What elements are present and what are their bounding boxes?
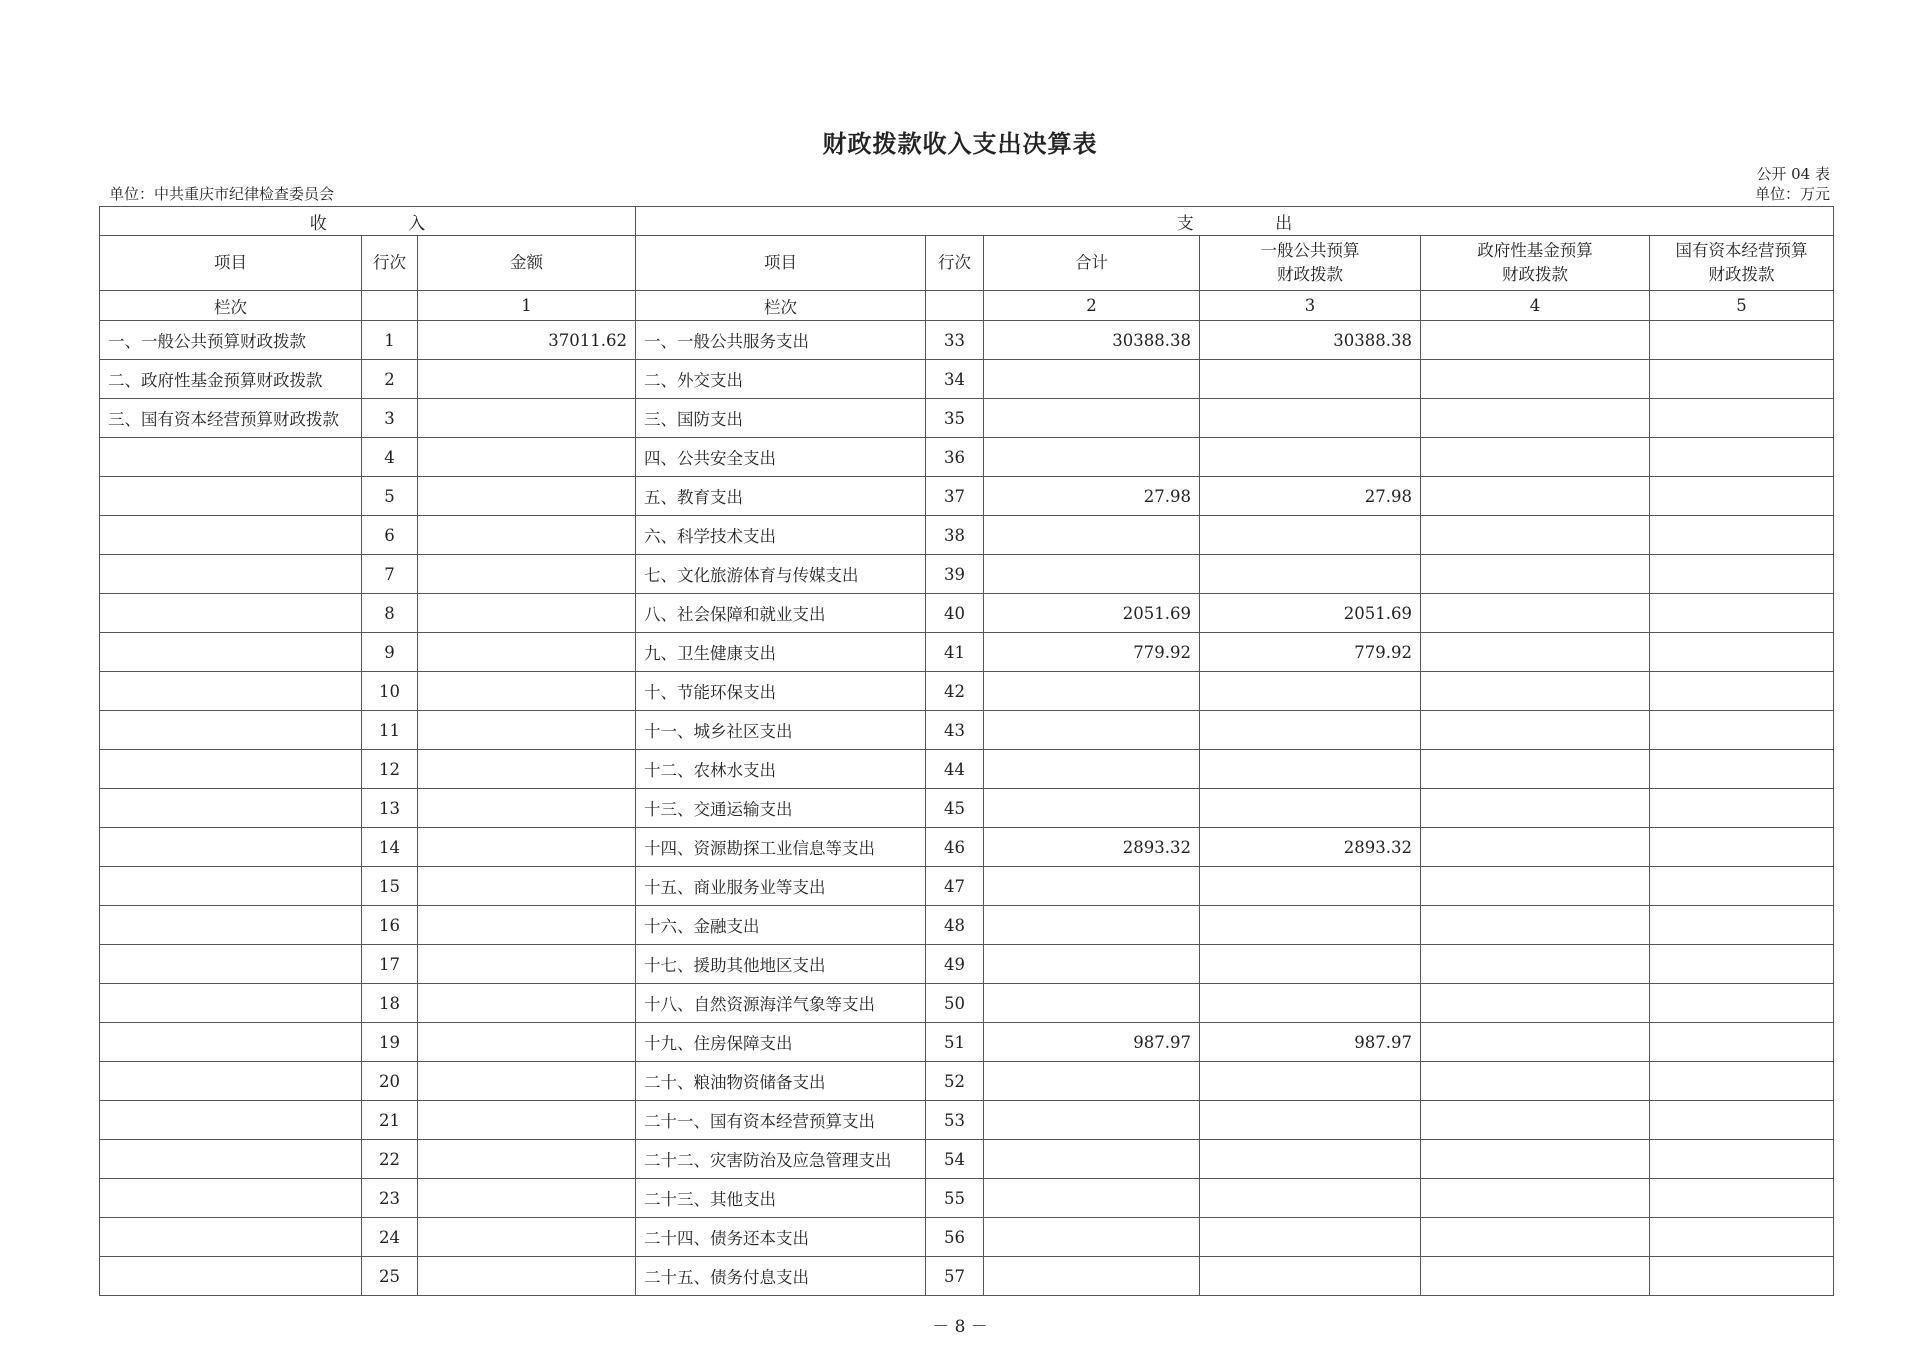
income-amount-cell [418,945,636,984]
expense-line-no-cell: 38 [926,516,984,555]
expense-item-cell: 三、国防支出 [636,399,926,438]
table-row [100,1062,1834,1101]
total-cell [984,555,1200,594]
capital-budget-cell [1650,1062,1834,1101]
general-budget-cell [1200,555,1421,594]
income-line-no-cell: 7 [362,555,418,594]
table-body [100,321,1834,1296]
capital-budget-cell [1650,477,1834,516]
expense-line-no-cell: 49 [926,945,984,984]
general-budget-cell [1200,516,1421,555]
expense-line-no-cell: 42 [926,672,984,711]
general-budget-cell [1200,789,1421,828]
expense-item-cell: 十三、交通运输支出 [636,789,926,828]
col-number-5: 5 [1650,291,1834,321]
income-section-header: 收 入 [100,207,636,236]
income-amount-cell [418,1257,636,1296]
col-label-income: 栏次 [100,291,362,321]
income-amount-cell [418,867,636,906]
expense-item-cell: 四、公共安全支出 [636,438,926,477]
table-row [100,1218,1834,1257]
table-row [100,321,1834,360]
table-row [100,1101,1834,1140]
total-cell: 2051.69 [984,594,1200,633]
capital-budget-cell [1650,399,1834,438]
expense-item-cell: 十五、商业服务业等支出 [636,867,926,906]
total-cell [984,906,1200,945]
total-cell [984,672,1200,711]
col-header-general-budget: 一般公共预算 财政拨款 [1200,236,1421,291]
table-row [100,594,1834,633]
capital-budget-cell [1650,1218,1834,1257]
income-amount-cell [418,1179,636,1218]
expense-item-cell: 十、节能环保支出 [636,672,926,711]
table-row [100,360,1834,399]
fund-budget-cell [1421,516,1650,555]
income-amount-cell [418,360,636,399]
income-amount-cell [418,438,636,477]
income-line-no-cell: 1 [362,321,418,360]
col-header-fund-budget: 政府性基金预算 财政拨款 [1421,236,1650,291]
expense-item-cell: 十八、自然资源海洋气象等支出 [636,984,926,1023]
budget-table [99,206,1834,1296]
capital-budget-cell [1650,360,1834,399]
income-line-no-cell: 13 [362,789,418,828]
income-amount-cell [418,1062,636,1101]
general-budget-cell: 987.97 [1200,1023,1421,1062]
expense-item-cell: 二、外交支出 [636,360,926,399]
income-line-no-cell: 12 [362,750,418,789]
table-row [100,750,1834,789]
fund-budget-cell [1421,633,1650,672]
income-item-cell [100,555,362,594]
total-cell [984,360,1200,399]
col-header-total: 合计 [984,236,1200,291]
fund-budget-cell [1421,399,1650,438]
income-amount-cell [418,984,636,1023]
fund-budget-cell [1421,1140,1650,1179]
table-row [100,516,1834,555]
income-line-no-cell: 14 [362,828,418,867]
col-number-blank [362,291,418,321]
total-cell [984,867,1200,906]
income-item-cell [100,828,362,867]
income-amount-cell: 37011.62 [418,321,636,360]
total-cell [984,516,1200,555]
general-budget-cell [1200,360,1421,399]
income-item-cell [100,984,362,1023]
general-budget-cell [1200,399,1421,438]
fund-budget-cell [1421,1257,1650,1296]
income-amount-cell [418,672,636,711]
expense-section-header: 支 出 [636,207,1834,236]
fund-budget-cell [1421,945,1650,984]
general-budget-cell [1200,906,1421,945]
income-item-cell [100,945,362,984]
col-header-expense-line-no: 行次 [926,236,984,291]
currency-unit: 单位：万元 [1754,185,1830,203]
fund-budget-cell [1421,1179,1650,1218]
income-amount-cell [418,828,636,867]
income-amount-cell [418,1101,636,1140]
income-item-cell [100,750,362,789]
income-item-cell [100,672,362,711]
expense-line-no-cell: 54 [926,1140,984,1179]
income-line-no-cell: 23 [362,1179,418,1218]
income-amount-cell [418,750,636,789]
expense-item-cell: 十六、金融支出 [636,906,926,945]
income-item-cell [100,1140,362,1179]
table-row [100,711,1834,750]
income-amount-cell [418,516,636,555]
income-line-no-cell: 19 [362,1023,418,1062]
total-cell [984,711,1200,750]
income-line-no-cell: 9 [362,633,418,672]
general-budget-cell [1200,672,1421,711]
total-cell [984,1140,1200,1179]
capital-budget-cell [1650,1140,1834,1179]
fund-budget-cell [1421,321,1650,360]
table-row [100,672,1834,711]
col-number-1: 1 [418,291,636,321]
reporting-unit: 单位：中共重庆市纪律检查委员会 [109,185,335,203]
page-title: 财政拨款收入支出决算表 [822,129,1098,158]
expense-item-cell: 二十一、国有资本经营预算支出 [636,1101,926,1140]
income-item-cell [100,1179,362,1218]
table-row [100,555,1834,594]
income-line-no-cell: 4 [362,438,418,477]
income-amount-cell [418,399,636,438]
expense-line-no-cell: 56 [926,1218,984,1257]
expense-item-cell: 十四、资源勘探工业信息等支出 [636,828,926,867]
fund-budget-cell [1421,1023,1650,1062]
total-cell [984,1218,1200,1257]
general-budget-cell [1200,1101,1421,1140]
income-line-no-cell: 10 [362,672,418,711]
capital-budget-cell [1650,1101,1834,1140]
income-amount-cell [418,1140,636,1179]
income-amount-cell [418,594,636,633]
expense-item-cell: 二十五、债务付息支出 [636,1257,926,1296]
fund-budget-cell [1421,594,1650,633]
total-cell [984,945,1200,984]
total-cell [984,399,1200,438]
total-cell [984,1257,1200,1296]
capital-budget-cell [1650,711,1834,750]
capital-budget-cell [1650,1257,1834,1296]
expense-line-no-cell: 44 [926,750,984,789]
income-item-cell [100,1101,362,1140]
general-budget-cell [1200,945,1421,984]
capital-budget-cell [1650,984,1834,1023]
capital-budget-cell [1650,438,1834,477]
income-item-cell [100,789,362,828]
income-item-cell [100,906,362,945]
expense-item-cell: 五、教育支出 [636,477,926,516]
fund-budget-cell [1421,828,1650,867]
general-budget-cell [1200,750,1421,789]
table-row [100,1257,1834,1296]
total-cell [984,789,1200,828]
expense-line-no-cell: 41 [926,633,984,672]
fund-budget-cell [1421,1062,1650,1101]
expense-line-no-cell: 57 [926,1257,984,1296]
header-row-columns [100,236,1834,291]
income-line-no-cell: 22 [362,1140,418,1179]
fund-budget-cell [1421,984,1650,1023]
income-line-no-cell: 17 [362,945,418,984]
general-budget-cell [1200,1218,1421,1257]
income-line-no-cell: 3 [362,399,418,438]
expense-item-cell: 十七、援助其他地区支出 [636,945,926,984]
fund-budget-cell [1421,789,1650,828]
col-header-income-item: 项目 [100,236,362,291]
income-line-no-cell: 24 [362,1218,418,1257]
income-line-no-cell: 11 [362,711,418,750]
expense-line-no-cell: 39 [926,555,984,594]
income-item-cell: 三、国有资本经营预算财政拨款 [100,399,362,438]
total-cell [984,438,1200,477]
general-budget-cell [1200,984,1421,1023]
general-budget-cell [1200,1257,1421,1296]
expense-line-no-cell: 53 [926,1101,984,1140]
expense-item-cell: 二十、粮油物资储备支出 [636,1062,926,1101]
total-cell [984,1179,1200,1218]
income-line-no-cell: 21 [362,1101,418,1140]
capital-budget-cell [1650,594,1834,633]
income-line-no-cell: 8 [362,594,418,633]
expense-item-cell: 九、卫生健康支出 [636,633,926,672]
income-item-cell: 二、政府性基金预算财政拨款 [100,360,362,399]
general-budget-cell [1200,1062,1421,1101]
table-row [100,399,1834,438]
income-amount-cell [418,1023,636,1062]
income-line-no-cell: 5 [362,477,418,516]
col-number-blank [926,291,984,321]
table-row [100,945,1834,984]
table-row [100,1140,1834,1179]
expense-line-no-cell: 48 [926,906,984,945]
expense-item-cell: 七、文化旅游体育与传媒支出 [636,555,926,594]
table-row [100,477,1834,516]
capital-budget-cell [1650,750,1834,789]
income-amount-cell [418,555,636,594]
col-header-capital-budget: 国有资本经营预算 财政拨款 [1650,236,1834,291]
table-row [100,633,1834,672]
table-row [100,828,1834,867]
table-row [100,438,1834,477]
fund-budget-cell [1421,1101,1650,1140]
capital-budget-cell [1650,1179,1834,1218]
total-cell: 779.92 [984,633,1200,672]
total-cell: 987.97 [984,1023,1200,1062]
income-item-cell [100,477,362,516]
general-budget-cell: 27.98 [1200,477,1421,516]
capital-budget-cell [1650,906,1834,945]
expense-line-no-cell: 50 [926,984,984,1023]
income-line-no-cell: 15 [362,867,418,906]
header-row-sections [100,207,1834,236]
capital-budget-cell [1650,516,1834,555]
general-budget-cell [1200,1179,1421,1218]
expense-line-no-cell: 55 [926,1179,984,1218]
capital-budget-cell [1650,789,1834,828]
table-row [100,906,1834,945]
income-line-no-cell: 25 [362,1257,418,1296]
fund-budget-cell [1421,672,1650,711]
general-budget-cell: 2893.32 [1200,828,1421,867]
total-cell [984,1101,1200,1140]
total-cell [984,1062,1200,1101]
income-amount-cell [418,633,636,672]
col-header-income-line-no: 行次 [362,236,418,291]
total-cell: 27.98 [984,477,1200,516]
expense-item-cell: 二十三、其他支出 [636,1179,926,1218]
table-row [100,1023,1834,1062]
expense-item-cell: 一、一般公共服务支出 [636,321,926,360]
income-amount-cell [418,1218,636,1257]
fund-budget-cell [1421,360,1650,399]
expense-line-no-cell: 34 [926,360,984,399]
capital-budget-cell [1650,555,1834,594]
fund-budget-cell [1421,438,1650,477]
col-header-amount: 金额 [418,236,636,291]
form-number: 公开 04 表 [1756,165,1830,183]
expense-line-no-cell: 37 [926,477,984,516]
income-line-no-cell: 2 [362,360,418,399]
income-line-no-cell: 16 [362,906,418,945]
income-item-cell [100,1257,362,1296]
col-label-expense: 栏次 [636,291,926,321]
table-row [100,984,1834,1023]
income-item-cell [100,867,362,906]
income-amount-cell [418,906,636,945]
capital-budget-cell [1650,867,1834,906]
total-cell [984,750,1200,789]
income-item-cell [100,1218,362,1257]
expense-line-no-cell: 51 [926,1023,984,1062]
fund-budget-cell [1421,906,1650,945]
expense-line-no-cell: 47 [926,867,984,906]
general-budget-cell [1200,1140,1421,1179]
expense-item-cell: 二十四、债务还本支出 [636,1218,926,1257]
income-item-cell [100,1062,362,1101]
total-cell: 2893.32 [984,828,1200,867]
col-number-3: 3 [1200,291,1421,321]
total-cell: 30388.38 [984,321,1200,360]
capital-budget-cell [1650,945,1834,984]
general-budget-cell: 2051.69 [1200,594,1421,633]
expense-line-no-cell: 46 [926,828,984,867]
col-number-4: 4 [1421,291,1650,321]
general-budget-cell: 30388.38 [1200,321,1421,360]
fund-budget-cell [1421,477,1650,516]
income-line-no-cell: 6 [362,516,418,555]
income-item-cell [100,633,362,672]
header-row-column-numbers [100,291,1834,321]
general-budget-cell [1200,867,1421,906]
capital-budget-cell [1650,672,1834,711]
income-item-cell [100,594,362,633]
fund-budget-cell [1421,1218,1650,1257]
expense-line-no-cell: 36 [926,438,984,477]
capital-budget-cell [1650,1023,1834,1062]
table-row [100,789,1834,828]
income-amount-cell [418,789,636,828]
col-number-2: 2 [984,291,1200,321]
income-item-cell [100,1023,362,1062]
col-header-expense-item: 项目 [636,236,926,291]
fund-budget-cell [1421,711,1650,750]
expense-item-cell: 八、社会保障和就业支出 [636,594,926,633]
capital-budget-cell [1650,321,1834,360]
general-budget-cell [1200,711,1421,750]
expense-item-cell: 二十二、灾害防治及应急管理支出 [636,1140,926,1179]
general-budget-cell [1200,438,1421,477]
income-item-cell [100,516,362,555]
total-cell [984,984,1200,1023]
expense-line-no-cell: 40 [926,594,984,633]
fund-budget-cell [1421,555,1650,594]
expense-item-cell: 十二、农林水支出 [636,750,926,789]
income-line-no-cell: 18 [362,984,418,1023]
capital-budget-cell [1650,633,1834,672]
expense-line-no-cell: 45 [926,789,984,828]
income-item-cell: 一、一般公共预算财政拨款 [100,321,362,360]
expense-line-no-cell: 33 [926,321,984,360]
income-amount-cell [418,477,636,516]
income-line-no-cell: 20 [362,1062,418,1101]
table-row [100,1179,1834,1218]
capital-budget-cell [1650,828,1834,867]
expense-line-no-cell: 52 [926,1062,984,1101]
income-amount-cell [418,711,636,750]
general-budget-cell: 779.92 [1200,633,1421,672]
page-number: － 8 － [932,1317,988,1337]
expense-line-no-cell: 43 [926,711,984,750]
fund-budget-cell [1421,867,1650,906]
expense-item-cell: 十九、住房保障支出 [636,1023,926,1062]
income-item-cell [100,711,362,750]
expense-item-cell: 六、科学技术支出 [636,516,926,555]
expense-line-no-cell: 35 [926,399,984,438]
table-row [100,867,1834,906]
fund-budget-cell [1421,750,1650,789]
expense-item-cell: 十一、城乡社区支出 [636,711,926,750]
income-item-cell [100,438,362,477]
